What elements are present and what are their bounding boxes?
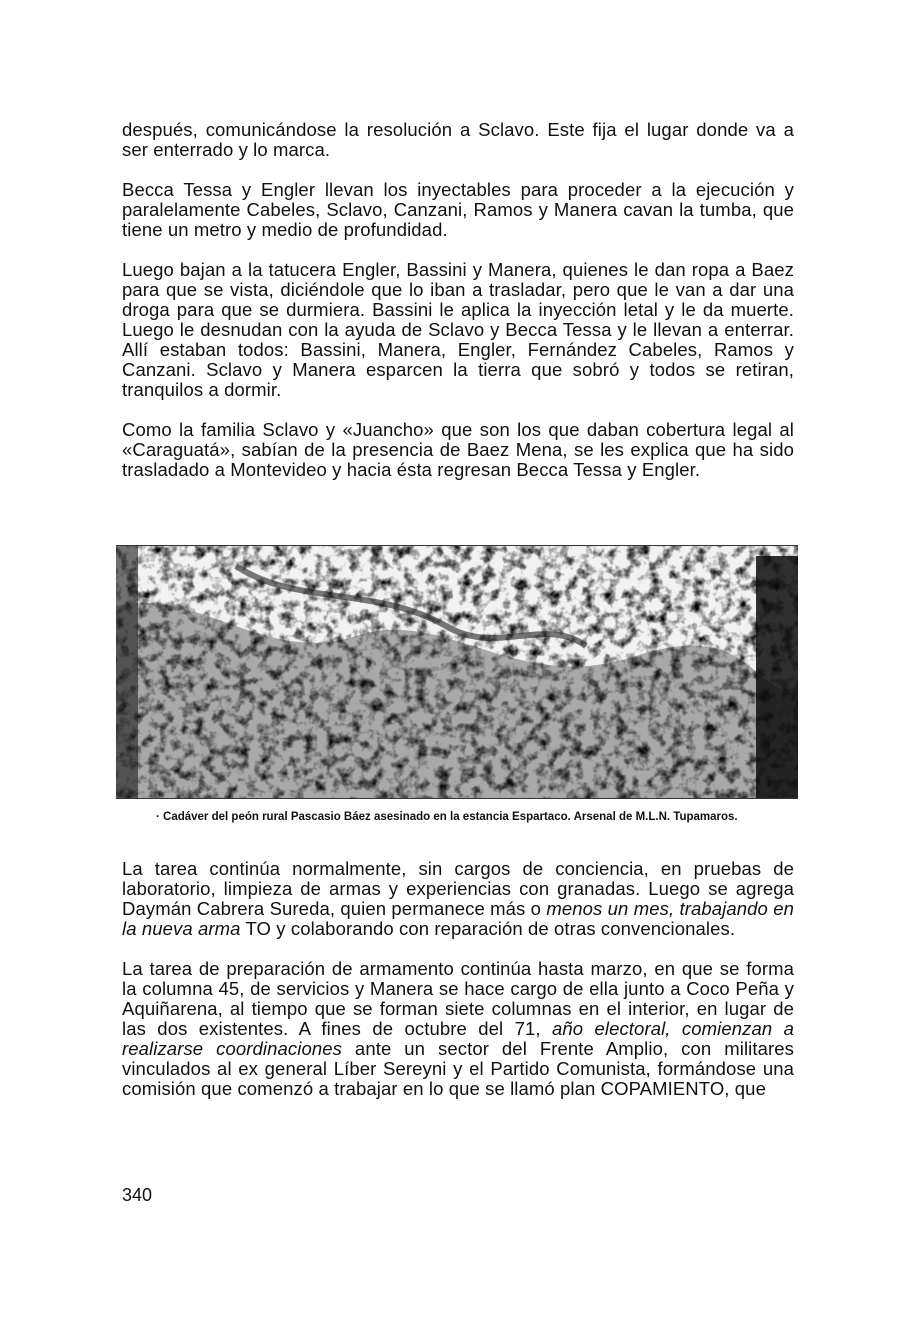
- text-run: La tarea de preparación de armamento continúa hasta marzo, en que se forma la columna 45, de servicios y Manera se hace cargo de ella junto a Coco Peña y Aquiñarena, al tiempo que se forman siete columnas en el interior, en lugar de las dos existentes. A fines de octubre del 71,: [122, 958, 794, 1039]
- paragraph: Como la familia Sclavo y «Juancho» que son los que daban cobertura legal al «Caraguatá», sabían de la presencia de Baez Mena, se les explica que ha sido trasladado a Montevideo y hacia ésta regresan Becca Tessa y Engler.: [122, 419, 794, 480]
- paragraph: Becca Tessa y Engler llevan los inyectables para proceder a la ejecución y paralelamente Cabeles, Sclavo, Canzani, Ramos y Manera cavan la tumba, que tiene un metro y medio de profundidad.: [122, 179, 794, 240]
- paragraph: [122, 859, 794, 939]
- text-run-italic: menos un mes, trabajando en la nueva arma: [122, 898, 794, 939]
- text-run: ante un sector del Frente Amplio, con militares vinculados al ex general Líber Sereyni y el Partido Comunista, formándose una comisión que comenzó a trabajar en lo que se llamó plan COPAMIENTO, que: [122, 1038, 794, 1099]
- text-run: La tarea continúa normalmente, sin cargos de conciencia, en pruebas de laboratorio, limpieza de armas y experiencias con granadas. Luego se agrega Daymán Cabrera Sureda, quien permanece más o: [122, 858, 794, 919]
- page-number: 340: [122, 1185, 153, 1205]
- paragraph: [122, 959, 794, 1099]
- photo-texture: [116, 546, 798, 798]
- text-block-bottom: [122, 859, 794, 1119]
- text-run: TO y colaborando con reparación de otras convencionales.: [240, 918, 736, 939]
- photo-caption: · Cadáver del peón rural Pascasio Báez asesinado en la estancia Espartaco. Arsenal de M.L.N. Tupamaros.: [156, 811, 738, 823]
- text-block-top: [122, 120, 794, 500]
- paragraph: después, comunicándose la resolución a Sclavo. Este fija el lugar donde va a ser enterrado y lo marca.: [122, 119, 794, 160]
- photograph-image: [116, 545, 798, 799]
- text-run-italic: año electoral, comienzan a realizarse coordinaciones: [122, 1018, 794, 1059]
- paragraph: Luego bajan a la tatucera Engler, Bassini y Manera, quienes le dan ropa a Baez para que se vista, diciéndole que lo iban a trasladar, pero que le van a dar una droga para que se durmiera. Bassini le aplica la inyección letal y le da muerte. Luego le desnudan con la ayuda de Sclavo y Becca Tessa y le llevan a enterrar. Allí estaban todos: Bassini, Manera, Engler, Fernández Cabeles, Ramos y Canzani. Sclavo y Manera esparcen la tierra que sobró y todos se retiran, tranquilos a dormir.: [122, 259, 794, 400]
